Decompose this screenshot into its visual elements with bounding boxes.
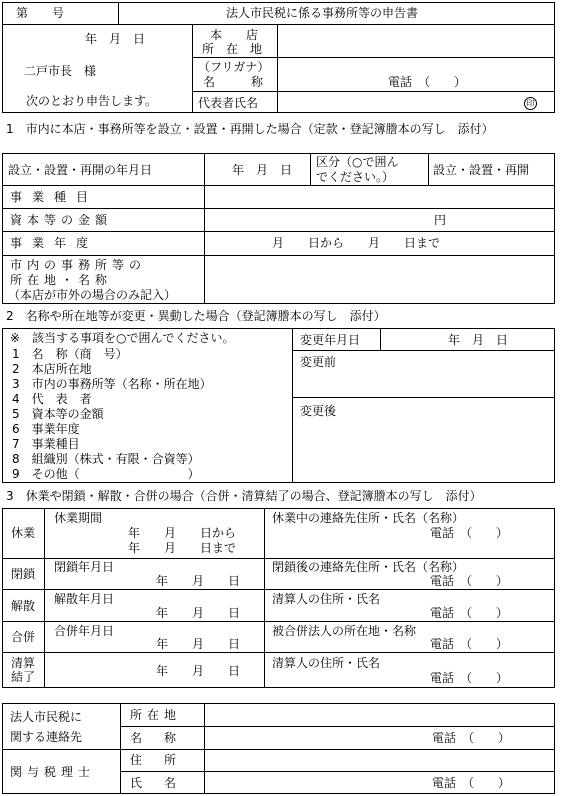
merge-date-value: 年 月 日: [156, 637, 241, 651]
header-phone: 電話 （ ）: [388, 75, 467, 89]
kubun-label-1: 区分（○で囲ん: [316, 155, 399, 169]
suspend-period-title: 休業期間: [54, 511, 103, 525]
furigana-label: （フリガナ）: [198, 60, 270, 74]
merge-phone: 電話 （ ）: [430, 637, 509, 651]
fiscal-label: 事業年度: [10, 236, 99, 250]
suspend-phone: 電話 （ ）: [430, 526, 509, 540]
suspend-label: 休業: [11, 526, 36, 540]
section1-title: 1 市内に本店・事務所等を設立・設置・再開した場合（定款・登記簿謄本の写し 添付）: [6, 122, 494, 136]
accountant-name-label: 氏 名: [130, 776, 182, 790]
section2-title: 2 名称や所在地等が変更・異動した場合（登記簿謄本の写し 添付）: [6, 309, 386, 323]
close-date-value: 年 月 日: [156, 574, 241, 588]
close-date-title: 閉鎖年月日: [54, 560, 115, 574]
contact-group-label-1: 法人市民税に: [10, 710, 83, 724]
change-item-2[interactable]: 2 本店所在地: [12, 362, 92, 376]
hq-label-1: 本 店: [210, 28, 259, 42]
capital-unit: 円: [434, 213, 447, 227]
liquidation-date-value: 年 月 日: [156, 664, 241, 678]
contact-name-label: 名 称: [130, 731, 182, 745]
accountant-phone: 電話 （ ）: [432, 776, 511, 790]
merge-date-title: 合併年月日: [54, 624, 115, 638]
close-phone: 電話 （ ）: [430, 574, 509, 588]
change-item-7[interactable]: 7 事業種目: [12, 437, 80, 451]
dissolve-label: 解散: [11, 599, 36, 613]
fiscal-value: 月 日から 月 日まで: [272, 236, 441, 250]
liquidation-phone: 電話 （ ）: [430, 671, 509, 685]
change-item-1[interactable]: 1 名 称（商 号）: [12, 347, 128, 361]
suspend-contact-title: 休業中の連絡先住所・氏名（名称）: [272, 511, 465, 525]
change-date-label: 変更年月日: [300, 333, 361, 347]
dissolve-contact-title: 清算人の住所・氏名: [272, 592, 381, 606]
form-title: 法人市民税に係る事務所等の申告書: [226, 6, 419, 20]
suspend-from: 年 月 日から: [128, 526, 237, 540]
section3-title: 3 休業や閉鎖・解散・合併の場合（合併・清算結了の場合、登記簿謄本の写し 添付）: [6, 489, 482, 503]
establish-date-value: 年 月 日: [232, 163, 293, 177]
before-label: 変更前: [300, 355, 337, 369]
contact-group-label-2: 関する連絡先: [10, 730, 83, 744]
change-date-value: 年 月 日: [448, 333, 509, 347]
change-item-3[interactable]: 3 市内の事務所等（名称・所在地）: [12, 377, 212, 391]
after-label: 変更後: [300, 404, 337, 418]
office-label-3: （本店が市外の場合のみ記入）: [8, 288, 177, 302]
capital-label: 資本等の金額: [10, 213, 113, 227]
change-item-6[interactable]: 6 事業年度: [12, 422, 80, 436]
seal-icon: 印: [524, 95, 537, 110]
change-item-4[interactable]: 4 代 表 者: [12, 392, 92, 406]
addressee: 二戸市長 様: [24, 64, 97, 78]
accountant-address-label: 住 所: [130, 753, 182, 767]
close-contact-title: 閉鎖後の連絡先住所・氏名（名称）: [272, 560, 465, 574]
merge-contact-title: 被合併法人の所在地・名称: [272, 624, 417, 638]
change-item-8[interactable]: 8 組織別（株式・有限・合資等）: [12, 452, 200, 466]
dissolve-phone: 電話 （ ）: [430, 606, 509, 620]
liquidation-contact-title: 清算人の住所・氏名: [272, 656, 381, 670]
submission-date: 年 月 日: [85, 32, 146, 46]
dissolve-date-title: 解散年月日: [54, 592, 115, 606]
section2-instruction: ※ 該当する事項を○で囲んでください。: [10, 331, 235, 345]
contact-phone: 電話 （ ）: [432, 731, 511, 745]
establish-date-label: 設立・設置・再開の年月日: [8, 163, 153, 177]
office-label-2: 所在地・名称: [10, 273, 113, 287]
change-item-9[interactable]: 9 その他（ ）: [12, 467, 200, 481]
rep-label: 代表者氏名: [198, 96, 259, 110]
close-label: 閉鎖: [11, 567, 36, 581]
declaration: 次のとおり申告します。: [26, 94, 158, 108]
business-label: 事業種目: [10, 190, 99, 204]
change-item-5[interactable]: 5 資本等の金額: [12, 407, 104, 421]
liquidation-label: 清算結了: [11, 656, 36, 684]
merge-label: 合併: [11, 630, 36, 644]
hq-label-2: 所 在 地: [202, 42, 263, 56]
contact-address-label: 所在地: [130, 708, 182, 722]
number-label: 第 号: [16, 6, 65, 20]
suspend-to: 年 月 日まで: [128, 541, 237, 555]
office-label-1: 市内の事務所等の: [10, 258, 147, 272]
kubun-label-2: でください。）: [316, 170, 395, 184]
tax-accountant-label: 関与税理士: [10, 765, 96, 779]
name-label: 名 称: [203, 75, 264, 89]
dissolve-date-value: 年 月 日: [156, 606, 241, 620]
kubun-options[interactable]: 設立・設置・再開: [433, 163, 530, 177]
